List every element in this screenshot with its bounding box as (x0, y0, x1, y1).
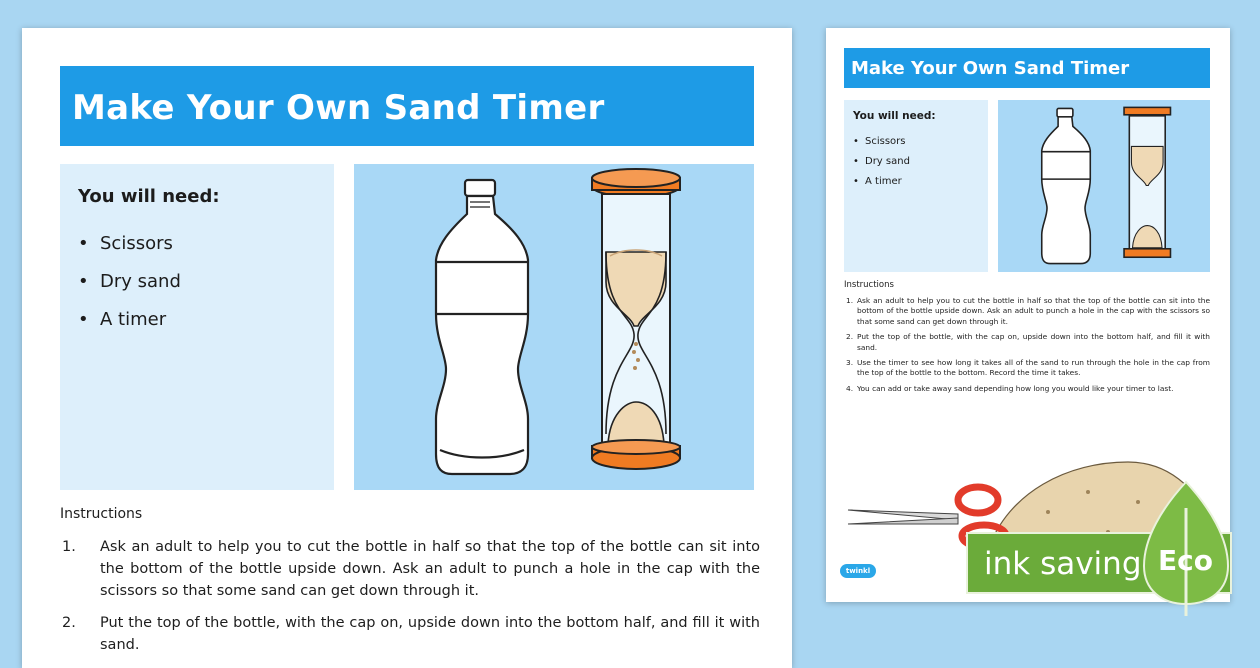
instructions-section (60, 506, 760, 666)
twinkl-logo: twinkl (840, 564, 876, 578)
instruction-step (60, 612, 760, 656)
instructions-heading: Instructions (60, 506, 143, 522)
instruction-step (844, 296, 1210, 327)
needs-list (78, 233, 334, 347)
step-text: Put the top of the bottle, with the cap on, upside down into the bottom half, and fill it with sand. (100, 615, 760, 653)
eco-label: Eco (1158, 544, 1213, 577)
worksheet-zoomed-page (22, 28, 792, 668)
instruction-step (844, 384, 1210, 394)
needs-item-dry-sand: • Dry sand (78, 271, 334, 309)
step-text: Use the timer to see how long it takes all of the sand to run through the hole in the cap from the top of the bottle to the bottom. Record the time it takes. (857, 358, 1210, 378)
bottle-icon (1042, 108, 1091, 263)
you-will-need-panel (60, 164, 334, 490)
step-number: 2. (846, 332, 854, 342)
step-text: Put the top of the bottle, with the cap on, upside down into the bottom half, and fill it with sand. (857, 332, 1210, 352)
needs-heading: You will need: (78, 186, 220, 207)
instruction-step (844, 332, 1210, 353)
sand-timer-icon (1124, 107, 1170, 257)
sand-timer-icon (592, 169, 680, 469)
step-number: 1. (846, 296, 854, 305)
step-text: You can add or take away sand depending how long you would like your timer to last. (857, 383, 1174, 393)
needs-item-dry-sand: • Dry sand (853, 156, 988, 176)
page-title-small: Make Your Own Sand Timer (844, 48, 1210, 88)
needs-heading-small: You will need: (853, 110, 936, 122)
instruction-step (60, 536, 760, 602)
step-number: 3. (846, 358, 854, 368)
step-text: Ask an adult to help you to cut the bottle in half so that the top of the bottle can sit into the bottom of the bottle upside down. Ask an adult to punch a hole in the cap with the scissors so that some sand can get down through it. (100, 539, 760, 599)
step-number: 4. (846, 383, 854, 393)
needs-list-small (853, 136, 988, 196)
instruction-step (844, 358, 1210, 379)
you-will-need-panel-small (844, 100, 988, 272)
step-text: Ask an adult to help you to cut the bottle in half so that the top of the bottle can sit into the bottom of the bottle upside down. Ask an adult to punch a hole in the cap with the scissors so that some sand can get down through it. (857, 296, 1210, 326)
instructions-heading-small: Instructions (844, 280, 894, 290)
bottle-and-timer-illustration (354, 164, 754, 490)
needs-item-scissors: • Scissors (853, 136, 988, 156)
bottle-and-timer-illustration-small (998, 100, 1210, 272)
bottle-icon (436, 180, 528, 474)
needs-item-scissors: • Scissors (78, 233, 334, 271)
instructions-section-small (844, 280, 1210, 399)
page-title: Make Your Own Sand Timer (60, 66, 754, 146)
step-number: 2. (62, 615, 76, 631)
needs-item-timer: • A timer (853, 176, 988, 196)
ink-saving-label: ink saving (984, 546, 1142, 582)
needs-item-timer: • A timer (78, 309, 334, 347)
step-number: 1. (62, 539, 76, 555)
instructions-list (60, 536, 760, 656)
instructions-list-small (844, 296, 1210, 394)
